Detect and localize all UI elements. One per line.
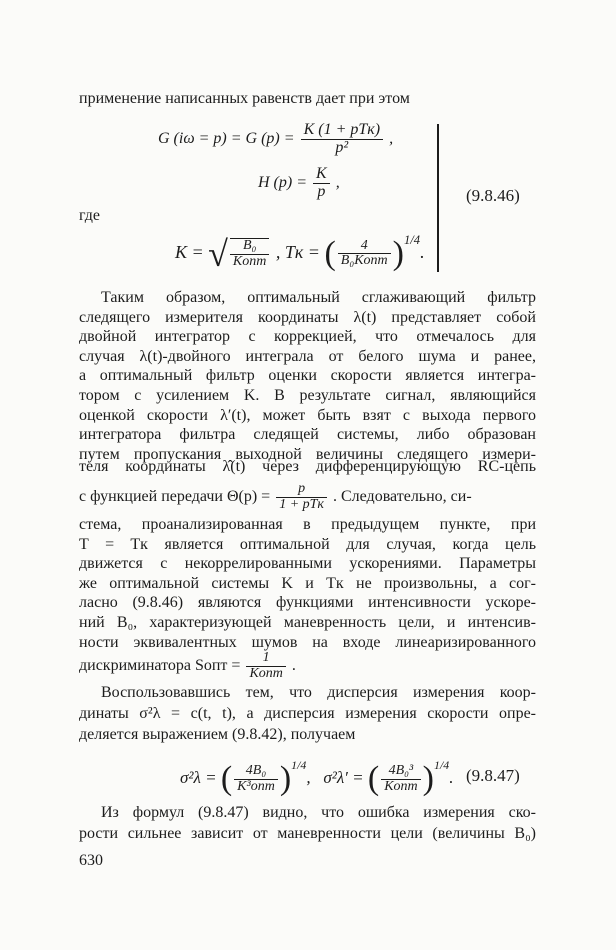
text-line: движется с некоррелированными ускорениями. Параметры (79, 555, 536, 573)
text-line: ласно (9.8.46) являются функциями интенсивности ускоре- (79, 594, 536, 612)
text-line: деляется выражением (9.8.42), получаем (79, 726, 356, 743)
eq47: σ²λ = ( $\frac{\text{4B₀}}{\text{K³опт}}$ )$^{1/4}$, σ²λ′ = ( $\frac{\text{4B₀³}}{\text{Kопт}}$ )$^{1/4}$. (180, 758, 454, 798)
text-line: интегратора фильтра следящей системы, либо образован (79, 426, 536, 444)
discriminator-line: дискриминатора Sопт = $\frac{1}{\text{Kопт}}$ . (79, 650, 296, 681)
text-line: тором с усилением K. В результате сигнал, являющийся (79, 387, 536, 404)
text-line: ний B₀, характеризующей маневренность цели, и интенсив- (79, 614, 536, 631)
eq46-line1: G (iω = p) = G (p) = $\frac{\text{K (1 + pTк)}}{\text{p²}}$ , (158, 121, 394, 156)
text-line: же оптимальной системы K и Tк не произвольны, а сог- (79, 574, 536, 592)
text-line: случая λ(t)-двойного интеграла от белого шума и ранее, (79, 347, 536, 365)
text-line: теля координаты λ̂(t) через дифференцирующую RC-цепь (79, 458, 536, 475)
eq46-line2: H (p) = $\frac{K}{p}$ , (258, 165, 340, 200)
text-line: рости сильнее зависит от маневренности цели (величины B₀) (79, 825, 536, 842)
text-line: стема, проанализированная в предыдущем пункте, при (79, 516, 536, 533)
intro-line: применение написанных равенств дает при этом (79, 90, 410, 107)
where-word: где (79, 207, 101, 224)
text-line: Воспользовавшись тем, что дисперсия измерения коор- (101, 684, 536, 701)
text-line: следящего измерителя координаты λ(t) представляет собой (79, 308, 536, 326)
text-line: Из формул (9.8.47) видно, что ошибка измерения ско- (101, 804, 536, 821)
text-line: путем пропускания выходной величины следящего измери- (79, 445, 536, 463)
text-line: оценкой скорости λ′(t), может быть взят с выхода первого (79, 406, 536, 424)
text-line: ности эквивалентных шумов на входе линеаризированного (79, 633, 536, 651)
theta-line: с функцией передачи Θ(p) = $\frac{p}{\text{1 + pTк}}$ . Следовательно, си- (79, 481, 472, 512)
equation-number-9-8-47: (9.8.47) (466, 766, 520, 785)
text-line: динаты σ²λ = c(t, t), а дисперсия измерения скорости опре- (79, 705, 536, 722)
equation-brace (437, 124, 439, 272)
text-line: T = Tк является оптимальной для случая, когда цель (79, 535, 536, 553)
equation-number-9-8-46: (9.8.46) (466, 186, 520, 205)
text-line: а оптимальный фильтр оценки скорости является интегра- (79, 367, 536, 385)
eq46-line3: K = √ $\frac{\text{B₀}}{\text{Kопт}}$ , Tк = ( $\frac{4}{\text{B₀Kопт}}$ )$^{1/4}$. (175, 233, 425, 274)
text-line: двойной интегратор с коррекцией, что отмечалось для (79, 328, 536, 346)
page-number: 630 (79, 852, 103, 869)
text-line: Таким образом, оптимальный сглаживающий фильтр (101, 289, 536, 306)
sqrt-sign: √ (208, 233, 228, 274)
